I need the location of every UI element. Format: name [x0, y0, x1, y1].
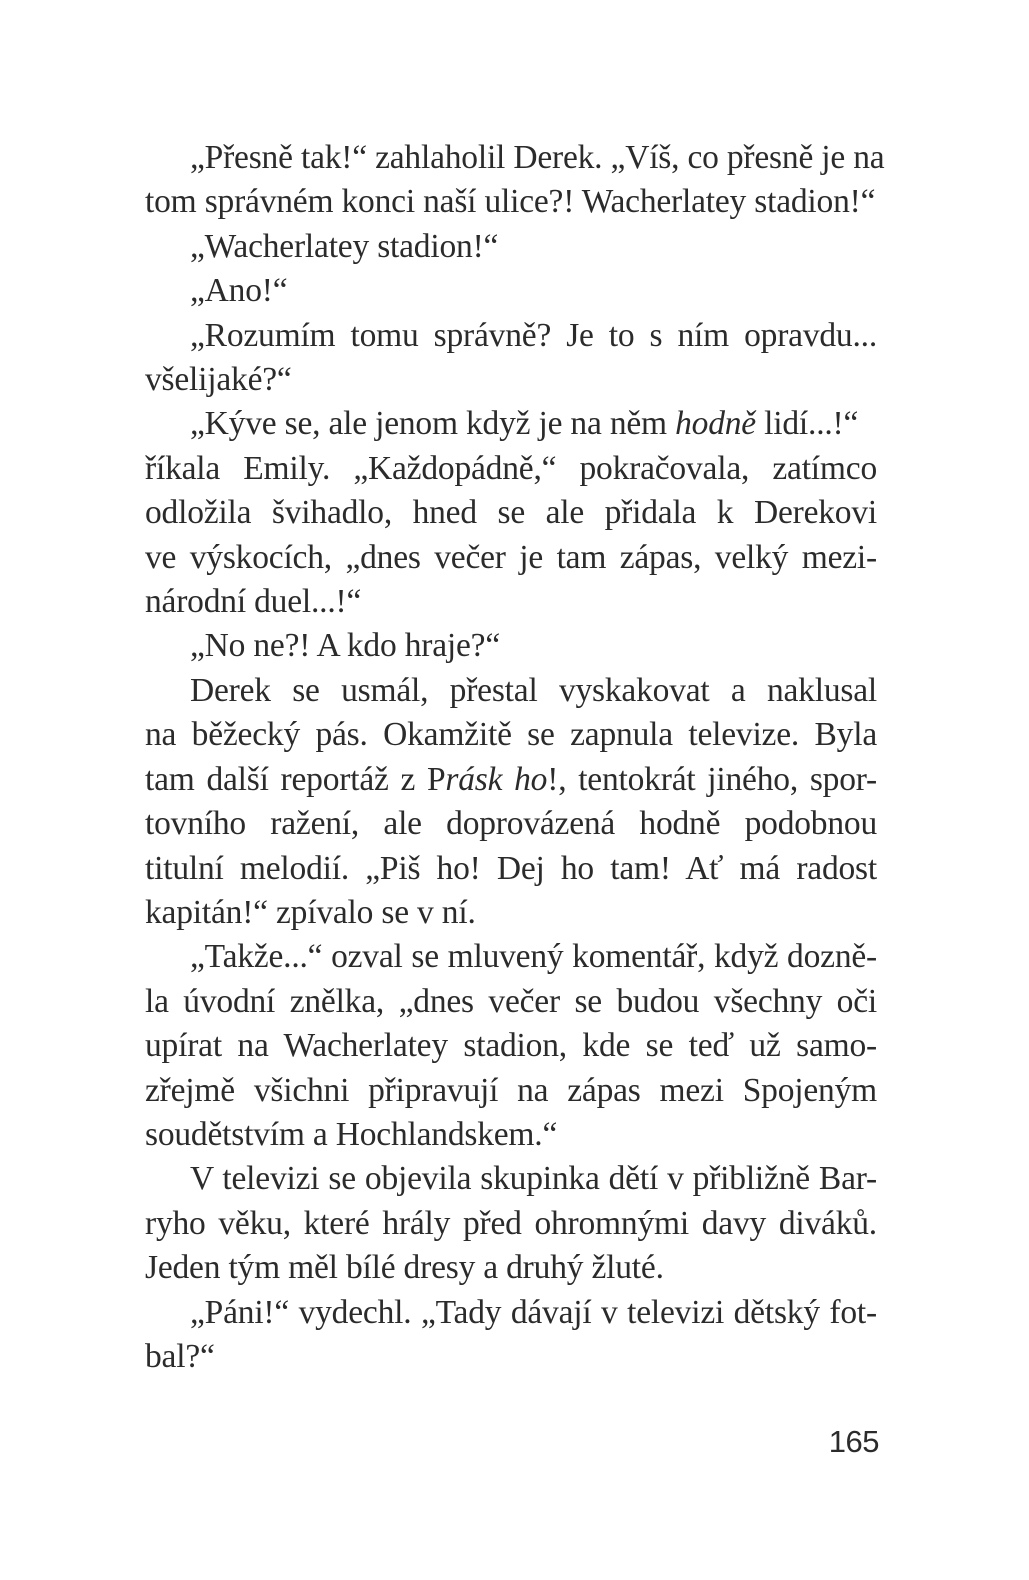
- text-line: „Wacherlatey stadion!“: [190, 227, 499, 265]
- text-run: „Kýve se, ale jenom když je na něm: [190, 405, 676, 443]
- emphasis-text: rásk ho: [445, 760, 548, 798]
- text-line: Derek se usmál, přestal vyskakovat a naklusal: [190, 671, 877, 709]
- text-run: !, tentokrát jiného, spor-: [547, 760, 877, 798]
- paragraph: [145, 1291, 877, 1380]
- text-line: říkala Emily. „Každopádně,“ pokračovala, zatímco: [145, 449, 877, 487]
- paragraph: [145, 1157, 877, 1290]
- text-line: „Rozumím tomu správně? Je to s ním opravdu...: [190, 316, 877, 354]
- paragraph: [145, 314, 877, 403]
- text-line: tovního ražení, ale doprovázená hodně podobnou: [145, 805, 877, 843]
- text-line: [145, 402, 877, 446]
- page-number: 165: [828, 1424, 879, 1459]
- text-line: odložila švihadlo, hned se ale přidala k Derekovi: [145, 494, 877, 532]
- text-line: bal?“: [145, 1337, 215, 1375]
- text-line: národní duel...!“: [145, 583, 362, 621]
- text-line: V televizi se objevila skupinka dětí v přibližně Bar-: [190, 1160, 877, 1198]
- text-line: Jeden tým měl bílé dresy a druhý žluté.: [145, 1249, 664, 1287]
- text-run: tam další reportáž z P: [145, 760, 446, 798]
- text-line: na běžecký pás. Okamžitě se zapnula televize. Byla: [145, 716, 877, 754]
- text-line: ryho věku, které hrály před ohromnými davy diváků.: [145, 1204, 877, 1242]
- text-line: „Ano!“: [190, 272, 288, 310]
- text-line: „Páni!“ vydechl. „Tady dávají v televizi dětský fot-: [190, 1293, 877, 1331]
- text-line: upírat na Wacherlatey stadion, kde se teď už samo-: [145, 1027, 877, 1065]
- paragraph: [145, 935, 877, 1157]
- body-text: [145, 136, 885, 1379]
- text-line: ve výskocích, „dnes večer je tam zápas, velký mezi-: [145, 538, 877, 576]
- text-line: la úvodní znělka, „dnes večer se budou všechny oči: [145, 982, 877, 1020]
- text-line: „No ne?! A kdo hraje?“: [190, 627, 500, 665]
- text-line: „Takže...“ ozval se mluvený komentář, když dozně-: [190, 938, 877, 976]
- paragraph: [145, 624, 877, 668]
- text-line: kapitán!“ zpívalo se v ní.: [145, 893, 476, 931]
- text-line: „Přesně tak!“ zahlaholil Derek. „Víš, co přesně je na: [190, 139, 885, 176]
- text-line: titulní melodií. „Piš ho! Dej ho tam! Ať má radost: [145, 849, 877, 887]
- text-line: tom správném konci naší ulice?! Wacherlatey stadion!“: [145, 183, 876, 221]
- text-line: všelijaké?“: [145, 361, 292, 399]
- paragraph: [145, 402, 877, 624]
- emphasis-text: hodně: [675, 405, 756, 443]
- text-line: soudětstvím a Hochlandskem.“: [145, 1115, 558, 1153]
- text-line: zřejmě všichni připravují na zápas mezi Spojeným: [145, 1071, 877, 1109]
- paragraph: [145, 225, 877, 269]
- paragraph: [145, 669, 877, 935]
- text-run: lidí...!“: [755, 405, 859, 443]
- paragraph: [145, 269, 877, 313]
- text-line: [100, 758, 877, 802]
- paragraph: [145, 136, 885, 225]
